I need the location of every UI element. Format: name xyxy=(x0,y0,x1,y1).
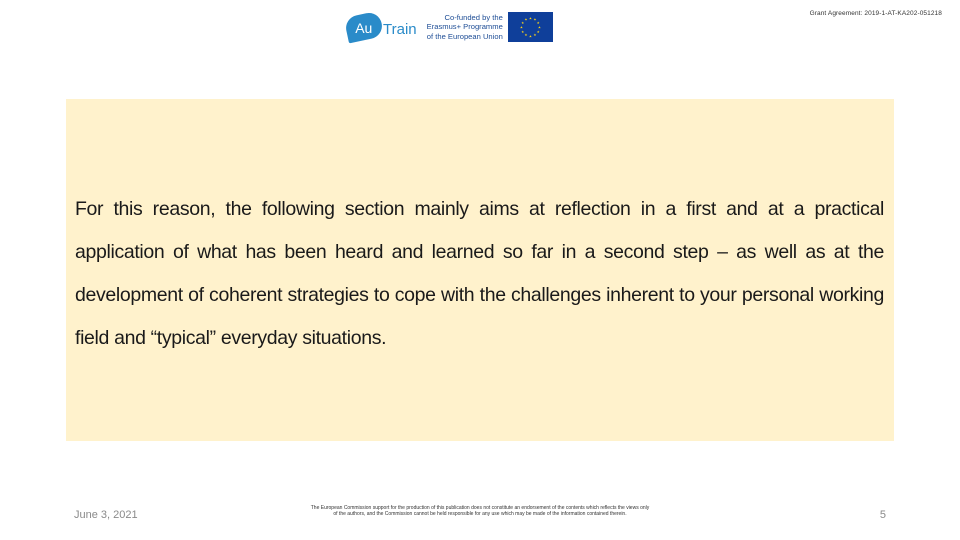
page-number: 5 xyxy=(879,509,886,521)
eu-stars-icon xyxy=(508,12,553,42)
autrain-logo xyxy=(346,10,417,44)
header-logo xyxy=(346,10,553,44)
grant-agreement: Grant Agreement: 2019-1-AT-KA202-051218 xyxy=(809,10,942,17)
autrain-word: Train xyxy=(383,20,417,38)
cofunded-line-3: of the European Union xyxy=(426,31,503,41)
eu-star-icon: ★ xyxy=(520,29,525,34)
eu-star-icon: ★ xyxy=(524,17,528,22)
eu-star-icon: ★ xyxy=(524,33,528,38)
autrain-badge-text: Au xyxy=(355,19,373,36)
cofunded-line-2: Erasmus+ Programme xyxy=(426,22,503,32)
eu-flag-icon xyxy=(508,12,553,42)
eu-star-icon: ★ xyxy=(536,29,540,34)
cofunded-text xyxy=(427,13,503,42)
body-paragraph: For this reason, the following section mainly aims at reflection in a first and at a practical application of what has been heard and learned so far in a second step – as well as at the development of coherent strategies to cope with the challenges inherent to your personal working field and “typical” everyday situations. xyxy=(75,198,884,349)
eu-star-icon: ★ xyxy=(528,34,532,39)
eu-star-icon: ★ xyxy=(533,17,537,22)
cofunded-line-1: Co-funded by the xyxy=(444,12,503,22)
eu-star-icon: ★ xyxy=(536,20,540,25)
content-panel xyxy=(66,99,894,441)
footer-disclaimer: The European Commission support for the production of this publication does not constitute an endorsement of the contents which reflects the views only of the authors, and the Commission cannot be held responsible for any use which may be made of the information contained therein. xyxy=(310,505,650,518)
eu-star-icon: ★ xyxy=(537,25,541,30)
erasmus-cofunded xyxy=(427,12,553,42)
eu-star-icon: ★ xyxy=(533,33,537,38)
eu-star-icon: ★ xyxy=(528,16,532,21)
eu-star-icon: ★ xyxy=(520,20,525,25)
eu-star-icon: ★ xyxy=(519,25,523,30)
footer-date: June 3, 2021 xyxy=(74,509,138,521)
autrain-badge xyxy=(344,11,385,44)
